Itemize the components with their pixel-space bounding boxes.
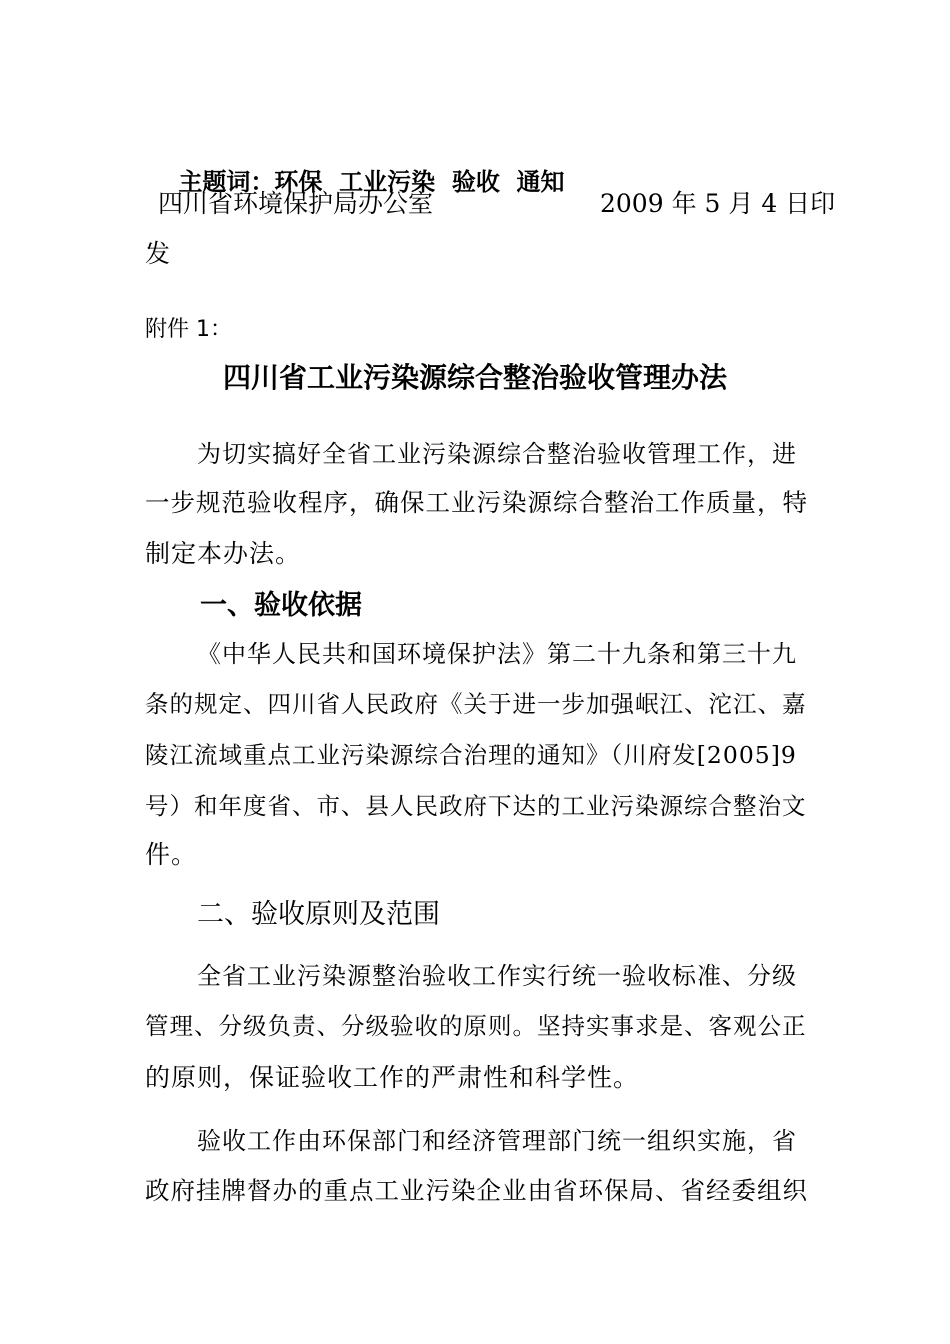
attachment-label: 附件 1： xyxy=(145,317,232,342)
section2-para1-line-2: 管理、分级负责、分级验收的原则。坚持实事求是、客观公正 xyxy=(145,1012,807,1040)
imprint-continuation: 发 xyxy=(145,239,171,268)
intro-line-2: 一步规范验收程序，确保工业污染源综合整治工作质量，特 xyxy=(145,488,808,517)
subject-keywords: 环保 工业污染 验收 通知 xyxy=(274,168,565,196)
section1-line-5: 件。 xyxy=(145,840,198,869)
subject-label: 主题词： xyxy=(178,168,275,196)
imprint-date: 2009 年 5 月 4 日印 xyxy=(600,189,836,218)
intro-line-1: 为切实搞好全省工业污染源综合整治验收管理工作，进 xyxy=(197,440,797,468)
intro-line-3: 制定本办法。 xyxy=(145,539,302,568)
section1-heading: 一、验收依据 xyxy=(200,590,362,621)
section2-para2-line-1: 验收工作由环保部门和经济管理部门统一组织实施，省 xyxy=(197,1127,797,1155)
section2-heading: 二、验收原则及范围 xyxy=(197,899,440,930)
imprint-office: 四川省环境保护局办公室 xyxy=(158,189,434,218)
section1-line-4: 号）和年度省、市、县人民政府下达的工业污染源综合整治文 xyxy=(145,792,807,820)
section1-line-3: 陵江流域重点工业污染源综合治理的通知》（川府发[2005]9 xyxy=(145,741,797,769)
document-title: 四川省工业污染源综合整治验收管理办法 xyxy=(222,361,727,394)
section2-para1-line-1: 全省工业污染源整治验收工作实行统一验收标准、分级 xyxy=(197,962,797,990)
section2-para1-line-3: 的原则，保证验收工作的严肃性和科学性。 xyxy=(145,1063,640,1092)
section1-line-2: 条的规定、四川省人民政府《关于进一步加强岷江、沱江、嘉 xyxy=(145,690,807,718)
section1-line-1: 《中华人民共和国环境保护法》第二十九条和第三十九 xyxy=(197,640,797,668)
section2-para2-line-2: 政府挂牌督办的重点工业污染企业由省环保局、省经委组织 xyxy=(145,1176,808,1205)
